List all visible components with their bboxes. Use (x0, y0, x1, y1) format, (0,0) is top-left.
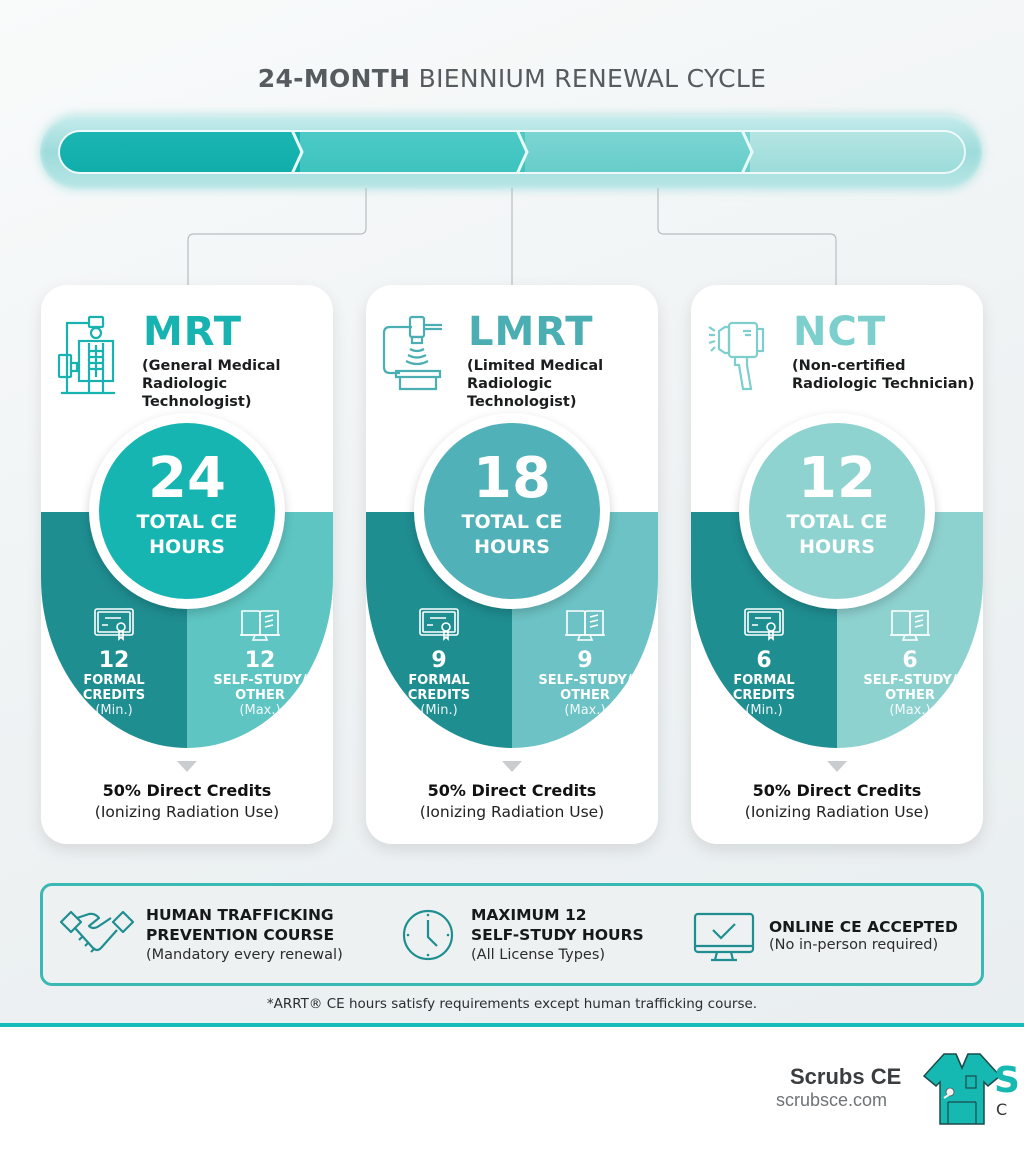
self-note: (Max.) (239, 703, 281, 718)
timeline-segment-2 (300, 132, 525, 172)
open-book-icon (564, 607, 606, 643)
timeline-progress (58, 130, 966, 174)
subtitle-line1: (Non-certified (792, 358, 906, 374)
direct-credits-sub: (Ionizing Radiation Use) (744, 803, 930, 821)
subtitle-line2: Radiologic Technologist) (142, 376, 252, 410)
open-book-icon (889, 607, 931, 643)
subtitle-line2: Radiologic Technologist) (467, 376, 577, 410)
card-subtitle (467, 357, 657, 411)
formal-credits (691, 607, 837, 719)
title-light: BIENNIUM RENEWAL CYCLE (410, 64, 767, 93)
license-card-nct (691, 285, 983, 844)
total-label-1: TOTAL CE (461, 511, 563, 533)
total-hours-badge (739, 413, 935, 609)
limited-xray-icon (382, 313, 444, 395)
clock-icon (401, 908, 455, 962)
brand-partial-c: C (996, 1100, 1008, 1119)
info-sub: (Mandatory every renewal) (146, 947, 343, 963)
info-human-trafficking (43, 886, 373, 983)
subtitle-line1: (Limited Medical (467, 358, 604, 374)
info-title (146, 905, 334, 945)
total-label-2: HOURS (474, 536, 550, 558)
timeline-connectors (0, 188, 1024, 288)
license-card-lmrt (366, 285, 658, 844)
certificate-icon (418, 607, 460, 643)
chevron-right-icon (738, 130, 758, 174)
timeline-segment-4 (750, 132, 966, 172)
handshake-icon (59, 908, 135, 960)
scrubs-shirt-icon (922, 1052, 1002, 1126)
brand-partial-s: S (994, 1060, 1020, 1101)
info-title-line2: SELF-STUDY HOURS (471, 926, 644, 944)
direct-credits-sub: (Ionizing Radiation Use) (94, 803, 280, 821)
chevron-right-icon (513, 130, 533, 174)
info-title (471, 905, 644, 945)
info-title-line1: HUMAN TRAFFICKING (146, 906, 334, 924)
xray-machine-icon (57, 313, 119, 395)
open-book-icon (239, 607, 281, 643)
license-card-mrt (41, 285, 333, 844)
direct-credits-title: 50% Direct Credits (102, 781, 272, 800)
self-note: (Max.) (564, 703, 606, 718)
self-label-2: OTHER (885, 688, 935, 703)
direct-credits-title: 50% Direct Credits (752, 781, 922, 800)
subtitle-line2: Radiologic Technician) (792, 376, 975, 392)
total-hours-badge (414, 413, 610, 609)
chevron-right-icon (288, 130, 308, 174)
triangle-down-icon (827, 761, 847, 772)
requirements-box (40, 883, 984, 986)
self-label-1: SELF-STUDY/ (863, 673, 957, 688)
formal-note: (Min.) (745, 703, 783, 718)
triangle-down-icon (502, 761, 522, 772)
self-study-credits (512, 607, 658, 719)
self-value: 12 (244, 648, 276, 673)
formal-label-1: FORMAL (83, 673, 145, 688)
total-hours-badge (89, 413, 285, 609)
total-label-1: TOTAL CE (136, 511, 238, 533)
self-note: (Max.) (889, 703, 931, 718)
title-bold: 24-MONTH (257, 64, 411, 93)
self-label-1: SELF-STUDY/ (538, 673, 632, 688)
total-label-2: HOURS (799, 536, 875, 558)
card-abbr: NCT (793, 309, 887, 355)
info-title: ONLINE CE ACCEPTED (769, 918, 958, 936)
formal-value: 9 (431, 648, 447, 673)
info-sub: (No in-person required) (769, 937, 939, 953)
monitor-check-icon (693, 912, 755, 964)
formal-label-1: FORMAL (733, 673, 795, 688)
timeline-segment-1 (60, 132, 300, 172)
info-sub: (All License Types) (471, 947, 606, 963)
self-study-credits (837, 607, 983, 719)
total-hours-value: 24 (148, 446, 226, 511)
subtitle-line1: (General Medical (142, 358, 281, 374)
info-max-self-study (401, 886, 691, 983)
formal-label-2: CREDITS (407, 688, 471, 703)
card-subtitle (142, 357, 332, 411)
total-label-2: HOURS (149, 536, 225, 558)
formal-note: (Min.) (95, 703, 133, 718)
total-hours-value: 18 (473, 446, 551, 511)
formal-credits (41, 607, 187, 719)
self-value: 6 (902, 648, 918, 673)
formal-note: (Min.) (420, 703, 458, 718)
certificate-icon (743, 607, 785, 643)
self-label-2: OTHER (235, 688, 285, 703)
formal-label-1: FORMAL (408, 673, 470, 688)
self-value: 9 (577, 648, 593, 673)
info-title-line2: PREVENTION COURSE (146, 926, 335, 944)
card-abbr: LMRT (468, 309, 594, 355)
formal-label-2: CREDITS (732, 688, 796, 703)
info-online-ce (693, 886, 983, 983)
formal-credits (366, 607, 512, 719)
card-subtitle (792, 357, 982, 393)
direct-credits-sub: (Ionizing Radiation Use) (419, 803, 605, 821)
footer-divider (0, 1023, 1024, 1027)
total-hours-value: 12 (798, 446, 876, 511)
formal-value: 12 (98, 648, 130, 673)
total-label-1: TOTAL CE (786, 511, 888, 533)
brand-name: Scrubs CE (790, 1064, 902, 1089)
certificate-icon (93, 607, 135, 643)
brand-url[interactable]: scrubsce.com (776, 1090, 888, 1110)
self-label-2: OTHER (560, 688, 610, 703)
handheld-xray-icon (707, 313, 769, 395)
self-study-credits (187, 607, 333, 719)
timeline-segment-3 (525, 132, 750, 172)
page-title (0, 64, 1024, 93)
self-label-1: SELF-STUDY/ (213, 673, 307, 688)
direct-credits-title: 50% Direct Credits (427, 781, 597, 800)
formal-value: 6 (756, 648, 772, 673)
triangle-down-icon (177, 761, 197, 772)
card-abbr: MRT (143, 309, 243, 355)
formal-label-2: CREDITS (82, 688, 146, 703)
footnote: *ARRT® CE hours satisfy requirements except human trafficking course. (266, 996, 758, 1012)
info-title-line1: MAXIMUM 12 (471, 906, 587, 924)
